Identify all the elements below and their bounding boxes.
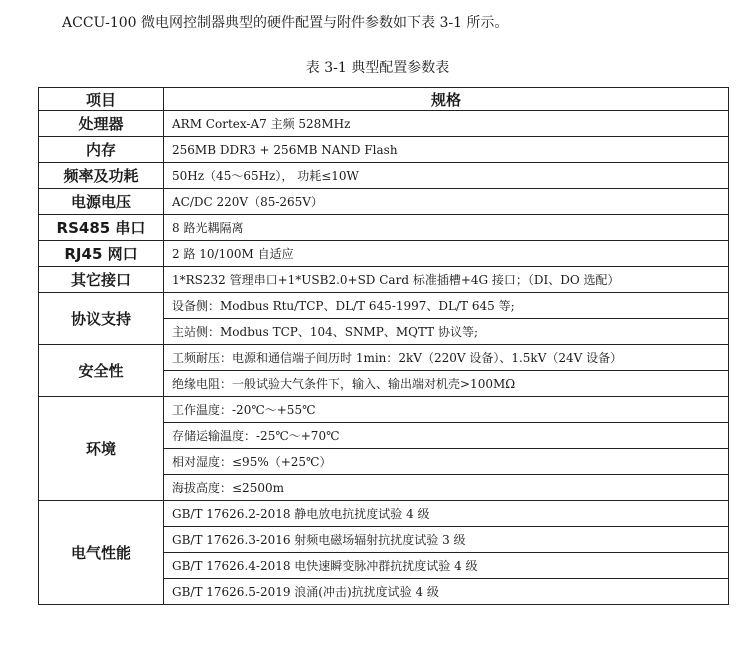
- row-spec-value: 工频耐压：电源和通信端子间历时 1min：2kV（220V 设备）、1.5kV（24V 设备）: [164, 345, 729, 371]
- table-caption: 表 3-1 典型配置参数表: [305, 60, 450, 76]
- row-item-label: RJ45 网口: [39, 241, 164, 267]
- header-spec: 规格: [164, 88, 729, 111]
- table-row: [39, 267, 729, 293]
- row-spec-value: 1*RS232 管理串口+1*USB2.0+SD Card 标准插槽+4G 接口；（DI、DO 选配）: [164, 267, 729, 293]
- table-row: [39, 189, 729, 215]
- row-spec-value: 256MB DDR3 + 256MB NAND Flash: [164, 137, 729, 163]
- row-spec-value: GB/T 17626.3-2016 射频电磁场辐射抗扰度试验 3 级: [164, 527, 729, 553]
- table-body: [39, 111, 729, 605]
- table-row: [39, 163, 729, 189]
- row-item-label: 频率及功耗: [39, 163, 164, 189]
- table-row: [39, 215, 729, 241]
- row-spec-value: 主站侧：Modbus TCP、104、SNMP、MQTT 协议等;: [164, 319, 729, 345]
- row-item-label: 协议支持: [39, 293, 164, 345]
- row-spec-value: 8 路光耦隔离: [164, 215, 729, 241]
- row-spec-value: 相对湿度：≤95%（+25℃）: [164, 449, 729, 475]
- row-item-label: RS485 串口: [39, 215, 164, 241]
- row-item-label: 安全性: [39, 345, 164, 397]
- row-spec-value: GB/T 17626.4-2018 电快速瞬变脉冲群抗扰度试验 4 级: [164, 553, 729, 579]
- table-row: [39, 293, 729, 319]
- row-spec-value: 2 路 10/100M 自适应: [164, 241, 729, 267]
- row-spec-value: 设备侧：Modbus Rtu/TCP、DL/T 645-1997、DL/T 645 等;: [164, 293, 729, 319]
- table-row: [39, 345, 729, 371]
- row-item-label: 其它接口: [39, 267, 164, 293]
- row-item-label: 电气性能: [39, 501, 164, 605]
- table-row: [39, 397, 729, 423]
- table-row: [39, 241, 729, 267]
- row-spec-value: 海拔高度：≤2500m: [164, 475, 729, 501]
- row-spec-value: 绝缘电阻：一般试验大气条件下，输入、输出端对机壳>100MΩ: [164, 371, 729, 397]
- table-row: [39, 111, 729, 137]
- row-spec-value: 工作温度：-20℃～+55℃: [164, 397, 729, 423]
- row-spec-value: GB/T 17626.2-2018 静电放电抗扰度试验 4 级: [164, 501, 729, 527]
- row-item-label: 处理器: [39, 111, 164, 137]
- table-header-row: [39, 88, 729, 111]
- spec-table: [38, 87, 729, 605]
- table-row: [39, 501, 729, 527]
- intro-paragraph: ACCU-100 微电网控制器典型的硬件配置与附件参数如下表 3-1 所示。: [62, 15, 509, 31]
- row-spec-value: 存储运输温度：-25℃～+70℃: [164, 423, 729, 449]
- row-spec-value: AC/DC 220V（85-265V）: [164, 189, 729, 215]
- row-spec-value: GB/T 17626.5-2019 浪涌(冲击)抗扰度试验 4 级: [164, 579, 729, 605]
- row-item-label: 环境: [39, 397, 164, 501]
- row-spec-value: 50Hz（45～65Hz）， 功耗≤10W: [164, 163, 729, 189]
- row-spec-value: ARM Cortex-A7 主频 528MHz: [164, 111, 729, 137]
- table-row: [39, 137, 729, 163]
- row-item-label: 内存: [39, 137, 164, 163]
- row-item-label: 电源电压: [39, 189, 164, 215]
- header-item: 项目: [39, 88, 164, 111]
